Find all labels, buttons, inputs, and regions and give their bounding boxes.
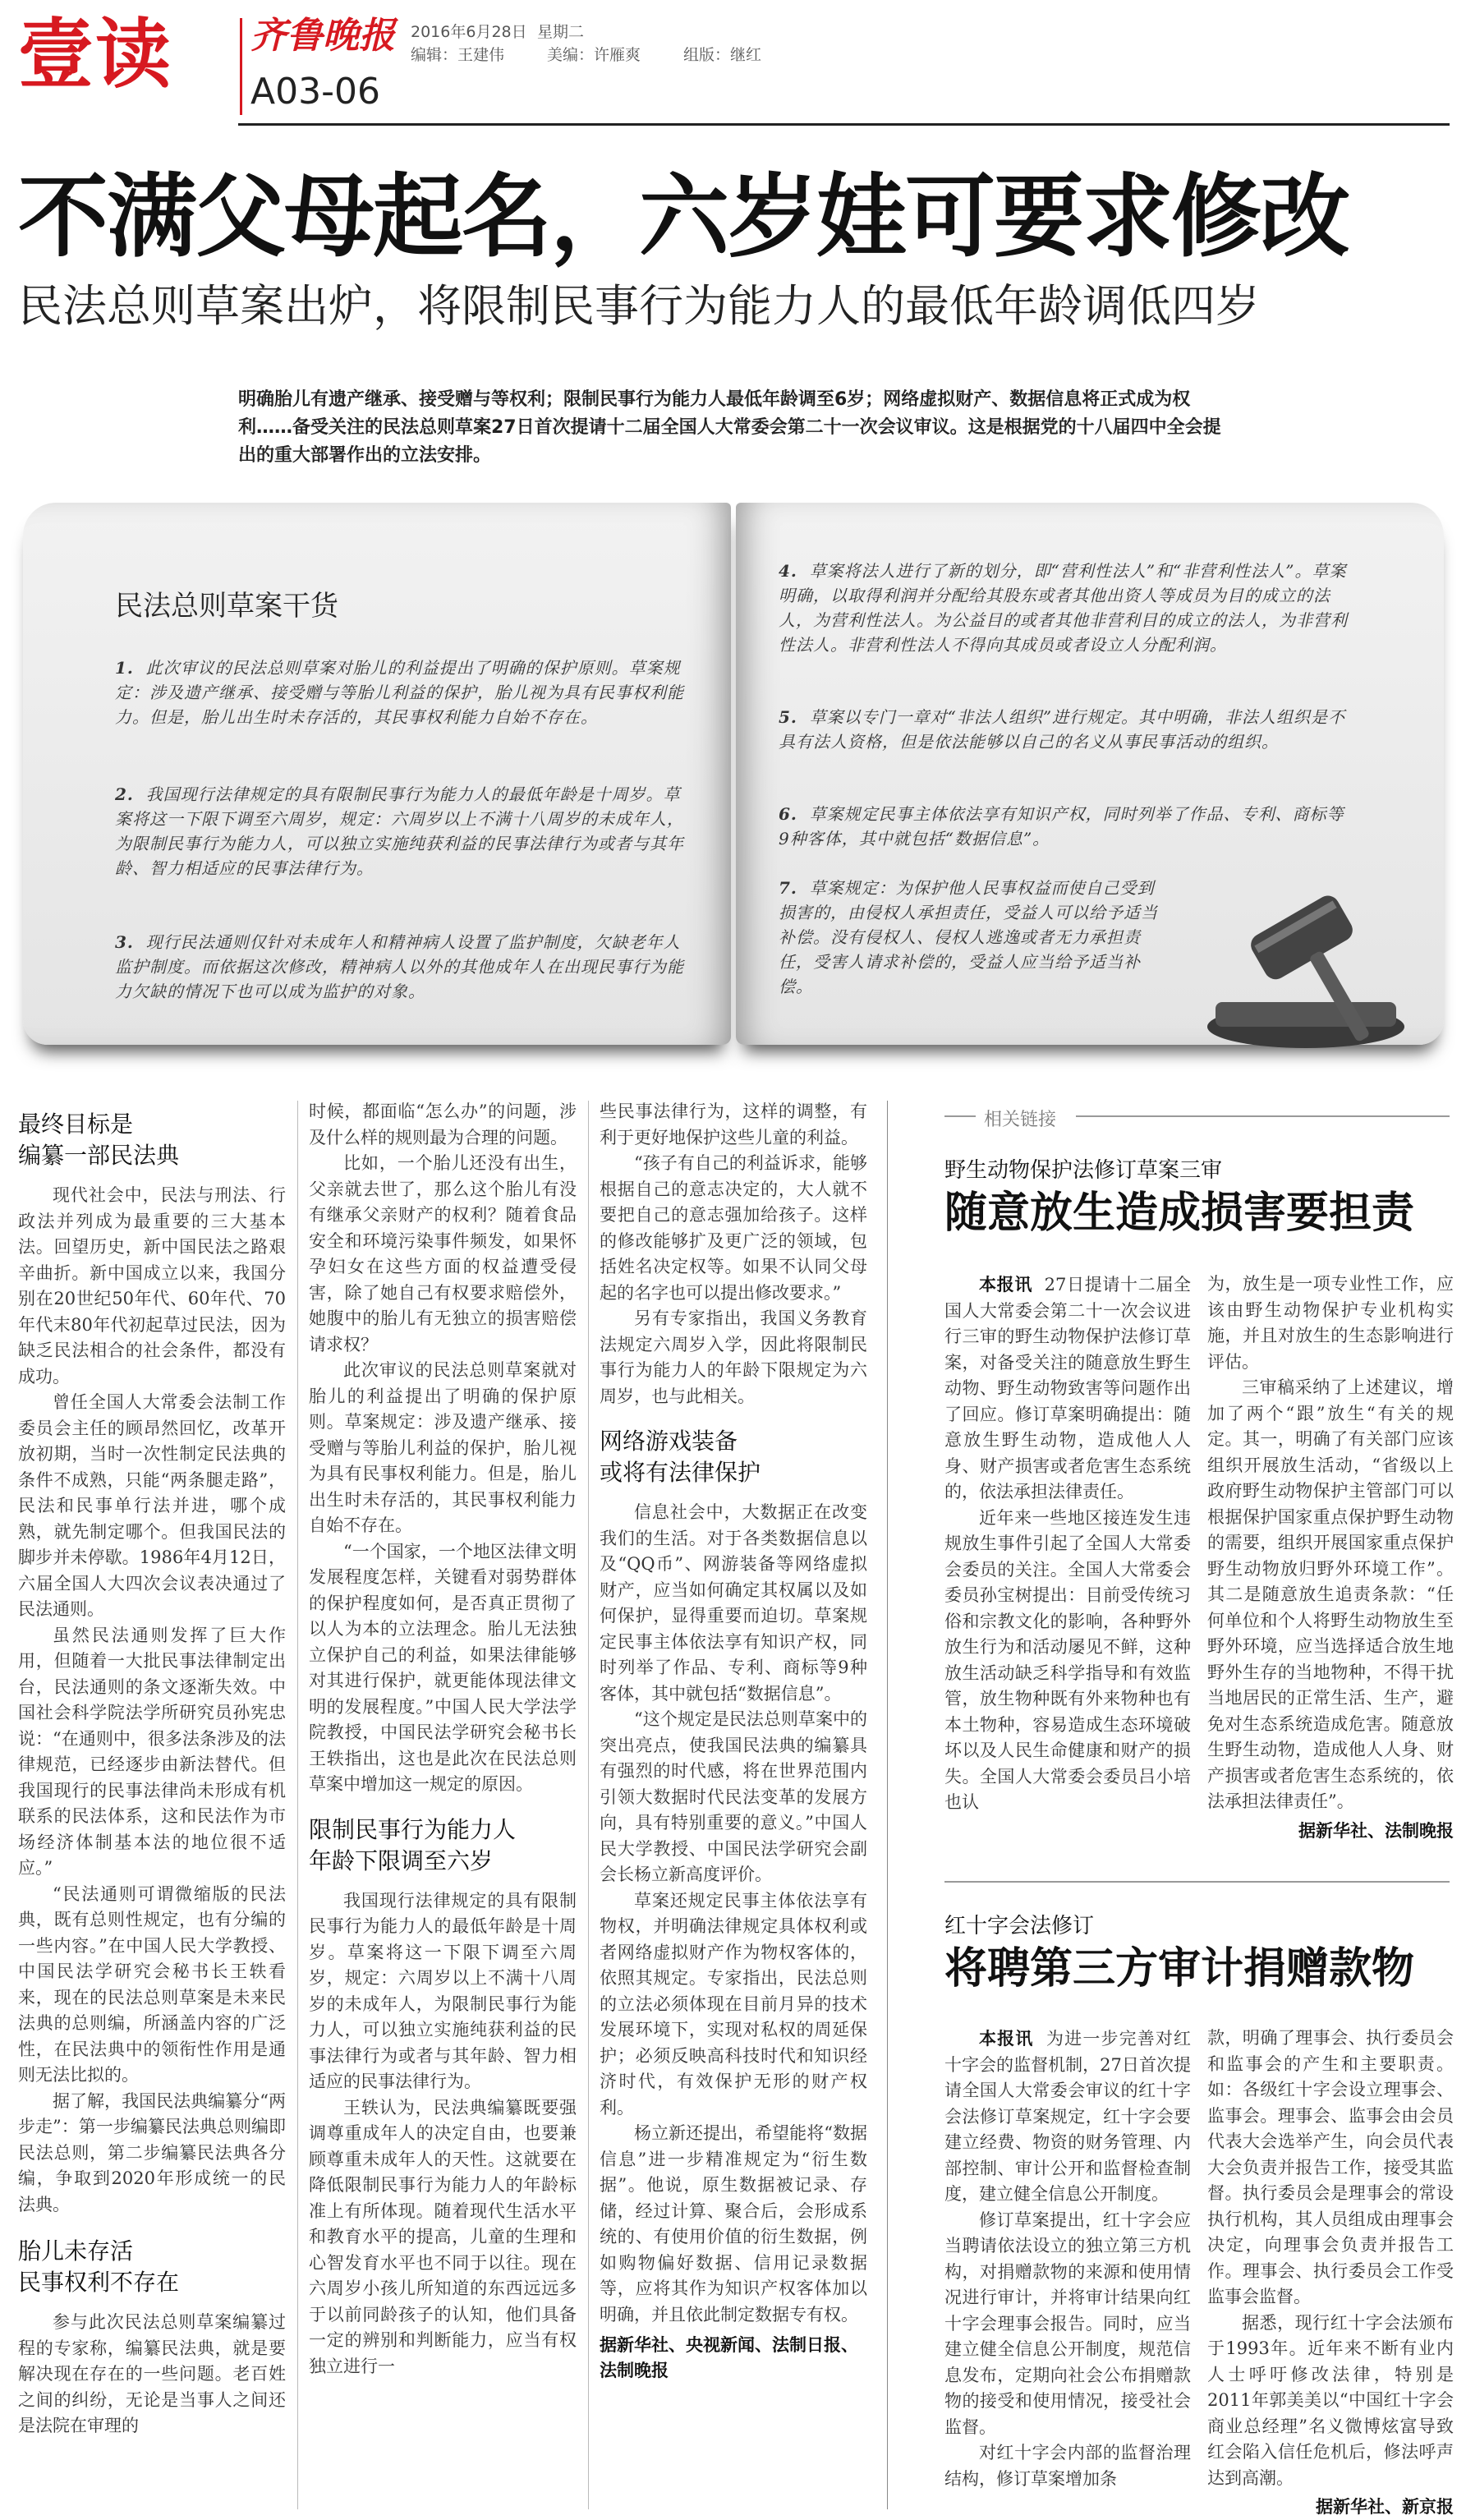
book-item-text: 此次审议的民法总则草案对胎儿的利益提出了明确的保护原则。草案规定：涉及遗产继承、接受赠与等胎儿利益的保护，胎儿视为具有民事权利能力。但是，胎儿出生时未存活的，其民事权利能力自始不存在。 bbox=[115, 658, 684, 727]
book-item-7 bbox=[779, 876, 1165, 999]
paragraph: “这个规定是民法总则草案中的突出亮点，使我国民法典的编纂具有强烈的时代感，将在世界范围内引领大数据时代民法变革的发展方向，具有特别重要的意义。”中国人民大学教授、中国民法学研究会副会长杨立新高度评价。 bbox=[600, 1709, 867, 1884]
label-rule bbox=[1076, 1115, 1450, 1117]
lead-word: 本报讯 bbox=[979, 2028, 1034, 2049]
paragraph: 我国现行法律规定的具有限制民事行为能力人的最低年龄是十周岁。草案将这一下限下调至六周岁，规定：六周岁以上不满十八周岁的未成年人，为限制民事行为能力人，可以独立实施纯获利益的民事法律行为或者与其年龄、智力相适应的民事法律行为。 bbox=[309, 1890, 577, 2091]
section-heading: 最终目标是 编纂一部民法典 bbox=[18, 1111, 180, 1169]
book-item-text: 草案规定民事主体依法享有知识产权，同时列举了作品、专利、商标等9种客体，其中就包括“数据信息”。 bbox=[779, 804, 1344, 848]
column-1 bbox=[18, 1109, 286, 2440]
book-item-1 bbox=[115, 655, 690, 729]
paragraph: 虽然民法通则发挥了巨大作用，但随着一大批民事法律制定出台，民法通则的条文逐渐失效。中国社会科学院法学所研究员孙宪忠说：“在通则中，很多法条涉及的法律规范，已经逐步由新法替代。但我国现行的民事法律尚未形成有机联系的民法体系，这和民法作为市场经济体制基本法的地位很不适应。” bbox=[18, 1625, 286, 1878]
book-item-text: 草案将法人进行了新的划分，即“营利性法人”和“非营利性法人”。草案明确，以取得利润并分配给其股东或者其他出资人等成员为目的成立的法人，为营利性法人。为公益目的或者其他非营利目的成立的法人，为非营利性法人。非营利性法人不得向其成员或者设立人分配利润。 bbox=[779, 561, 1348, 655]
book-title: 民法总则草案干货 bbox=[115, 590, 338, 623]
paragraph: 据了解，我国民法典编纂分“两步走”：第一步编纂民法典总则编即民法总则，第二步编纂民法典各分编，争取到2020年形成统一的民法典。 bbox=[18, 2090, 286, 2214]
paragraph: 27日提请十二届全国人大常委会第二十一次会议进行三审的野生动物保护法修订草案，对备受关注的随意放生野生动物、野生动物致害等问题作出了回应。修订草案明确提出：随意放生野生动物，造成他人人身、财产损害或者危害生态系统的，依法承担法律责任。 bbox=[944, 1275, 1191, 1501]
paragraph: 为，放生是一项专业性工作，应该由野生动物保护专业机构实施，并且对放生的生态影响进行评估。 bbox=[1207, 1274, 1454, 1372]
book-item-5 bbox=[779, 705, 1353, 754]
article-body bbox=[309, 1099, 577, 1798]
story-source: 据新华社、新京报 bbox=[1316, 2497, 1454, 2517]
gavel-icon bbox=[1183, 862, 1413, 1060]
story-separator bbox=[944, 1881, 1450, 1883]
paragraph: 三审稿采纳了上述建议，增加了两个“跟”放生“有关的规定。其一，明确了有关部门应该组织开展放生活动，“省级以上政府野生动物保护主管部门可以根据保护国家重点保护野生动物的需要，组织开展国家重点保护野生动物放归野外环境工作”。其二是随意放生追责条款：“任何单位和个人将野生动物放生至野外环境，应当选择适合放生地野外生存的当地物种，不得干扰当地居民的正常生活、生产，避免对生态系统造成危害。随意放生野生动物，造成他人人身、财产损害或者危害生态系统的，依法承担法律责任”。 bbox=[1207, 1377, 1454, 1811]
article-body bbox=[600, 1500, 867, 2328]
header-divider bbox=[240, 18, 242, 115]
book-item-text: 我国现行法律规定的具有限制民事行为能力人的最低年龄是十周岁。草案将这一下限下调至六周岁，规定：六周岁以上不满十八周岁的未成年人，为限制民事行为能力人，可以独立实施纯获利益的民事法律行为或者与其年龄、智力相适应的民事法律行为。 bbox=[115, 784, 684, 878]
label-rule bbox=[944, 1115, 976, 1117]
section-title: 壹读 bbox=[18, 11, 173, 99]
book-item-3 bbox=[115, 930, 690, 1004]
story-source: 据新华社、法制晚报 bbox=[1298, 1820, 1454, 1841]
paragraph: 为进一步完善对红十字会的监督机制，27日首次提请全国人大常委会审议的红十字会法修订草案规定，红十字会要建立经费、物资的财务管理、内部控制、审计公开和监督检查制度，建立健全信息公开制度。 bbox=[944, 2029, 1192, 2204]
paragraph: 杨立新还提出，希望能将“数据信息”进一步精准规定为“衍生数据”。他说，原生数据被记录、存储，经过计算、聚合后，会形成系统的、有使用价值的衍生数据，例如购物偏好数据、信用记录数据等，应将其作为知识产权客体加以明确，并且依此制定数据专有权。 bbox=[600, 2123, 867, 2325]
paragraph: “孩子有自己的利益诉求，能够根据自己的意志决定的，大人就不要把自己的意志强加给孩子。这样的修改能够扩及更广泛的领域，包括姓名决定权等。如果不认同父母起的名字也可以提出修改要求。” bbox=[600, 1153, 867, 1303]
book-item-2 bbox=[115, 782, 690, 881]
paragraph: 些民事法律行为，这样的调整，有利于更好地保护这些儿童的利益。 bbox=[600, 1101, 867, 1147]
paragraph: 近年来一些地区接连发生违规放生事件引起了全国人大常委会委员的关注。全国人大常委会委员孙宝树提出：目前受传统习俗和宗教文化的影响，各种野外放生行为和活动屡见不鲜，这种放生活动缺乏科学指导和有效监管，放生物种既有外来物种也有本土物种，容易造成生态环境破坏以及人民生命健康和财产的损失。全国人大常委会委员吕小培也认 bbox=[944, 1507, 1191, 1812]
book-item-number: 4. bbox=[779, 561, 797, 581]
paragraph: 现代社会中，民法与刑法、行政法并列成为最重要的三大基本法。回望历史，新中国民法之路艰辛曲折。新中国成立以来，我国分别在20世纪50年代、60年代、70年代末80年代初起草过民法，因为缺乏民法相合的社会条件，都没有成功。 bbox=[18, 1185, 286, 1386]
story-headline: 将聘第三方审计捐赠款物 bbox=[944, 1944, 1415, 1993]
paragraph: “民法通则可谓微缩版的民法典，既有总则性规定，也有分编的一些内容。”在中国人民大学教授、中国民法学研究会秘书长王轶看来，现在的民法总则草案是未来民法典的总则编，所涵盖内容的广泛性，在民法典中的领衔性作用是通则无法比拟的。 bbox=[18, 1883, 286, 2085]
story-kicker: 野生动物保护法修订草案三审 bbox=[944, 1158, 1223, 1183]
paragraph: 对红十字会内部的监督治理结构，修订草案增加条 bbox=[944, 2443, 1191, 2489]
lead-paragraph: 明确胎儿有遗产继承、接受赠与等权利；限制民事行为能力人最低年龄调至6岁；网络虚拟财产、数据信息将正式成为权利……备受关注的民法总则草案27日首次提请十二届全国人大常委会第二十一次会议审议。这是根据党的十八届四中全会提出的重大部署作出的立法安排。 bbox=[238, 389, 1221, 466]
headline: 不满父母起名，六岁娃可要求修改 bbox=[18, 164, 1349, 269]
editor-credit: 编辑：王建伟 bbox=[411, 46, 505, 64]
book-item-6 bbox=[779, 802, 1353, 851]
article-body bbox=[18, 1183, 286, 2218]
paragraph: 参与此次民法总则草案编纂过程的专家称，编纂民法典，就是要解决现在存在的一些问题。老百姓之间的纠纷，无论是当事人之间还是法院在审理的 bbox=[18, 2312, 286, 2435]
book-item-4 bbox=[779, 559, 1353, 657]
sidebar-divider bbox=[887, 1101, 888, 2509]
column-divider bbox=[588, 1101, 589, 2509]
book-item-number: 3. bbox=[115, 932, 134, 952]
story-kicker: 红十字会法修订 bbox=[944, 1914, 1095, 1938]
column-divider bbox=[297, 1101, 298, 2509]
book-item-number: 1. bbox=[115, 658, 134, 678]
paragraph: 信息社会中，大数据正在改变我们的生活。对于各类数据信息以及“QQ币”、网游装备等网络虚拟财产，应当如何确定其权属以及如何保护，显得重要而迫切。草案规定民事主体依法享有知识产权，同时列举了作品、专利、商标等9种客体，其中就包括“数据信息”。 bbox=[600, 1502, 867, 1704]
proof-credit: 组版：继红 bbox=[683, 46, 762, 64]
column-3 bbox=[600, 1099, 867, 2384]
page-number: A03-06 bbox=[250, 71, 380, 113]
paragraph: 款，明确了理事会、执行委员会和监事会的产生和主要职责。如：各级红十字会设立理事会、监事会。理事会、监事会由会员代表大会选举产生，向会员代表大会负责并报告工作，接受其监督。执行委员会是理事会的常设执行机构，其人员组成由理事会决定，向理事会负责并报告工作。理事会、执行委员会工作受监事会监督。 bbox=[1207, 2028, 1454, 2306]
paragraph: 草案还规定民事主体依法享有物权，并明确法律规定具体权利或者网络虚拟财产作为物权客体的，依照其规定。专家指出，民法总则的立法必须体现在目前月异的技术发展环境下，实现对私权的周延保护；必须反映高科技时代和知识经济时代，有效保护无形的财产权利。 bbox=[600, 1890, 867, 2118]
paragraph: 比如，一个胎儿还没有出生，父亲就去世了，那么这个胎儿有没有继承父亲财产的权利？随着食品安全和环境污染事件频发，如果怀孕妇女在这些方面的权益遭受侵害，除了她自己有权要求赔偿外，她腹中的胎儿有无独立的损害赔偿请求权？ bbox=[309, 1153, 577, 1354]
book-item-number: 7. bbox=[779, 878, 797, 898]
book-item-text: 草案规定：为保护他人民事权益而使自己受到损害的，由侵权人承担责任，受益人可以给予适当补偿。没有侵权人、侵权人逃逸或者无力承担责任，受害人请求补偿的，受益人应当给予适当补偿。 bbox=[779, 878, 1158, 996]
issue-weekday: 星期二 bbox=[537, 23, 585, 41]
column-2 bbox=[309, 1099, 577, 2380]
story-2-right bbox=[1207, 2026, 1454, 2520]
story-1-left bbox=[944, 1271, 1191, 1816]
designer-credit: 美编：许雁爽 bbox=[547, 46, 641, 64]
section-heading: 限制民事行为能力人 年龄下限调至六岁 bbox=[309, 1815, 517, 1874]
issue-date: 2016年6月28日 bbox=[411, 23, 527, 41]
subheadline: 民法总则草案出炉，将限制民事行为能力人的最低年龄调低四岁 bbox=[18, 280, 1260, 332]
header-rule bbox=[238, 123, 1450, 126]
paragraph: 另有专家指出，我国义务教育法规定六周岁入学，因此将限制民事行为能力人的年龄下限规定为六周岁，也与此相关。 bbox=[600, 1308, 867, 1406]
lead-word: 本报讯 bbox=[979, 1274, 1032, 1294]
related-links-label: 相关链接 bbox=[984, 1110, 1057, 1130]
paragraph: 修订草案提出，红十字会应当聘请依法设立的独立第三方机构，对捐赠款物的来源和使用情况进行审计，并将审计结果向红十字会理事会报告。同时，应当建立健全信息公开制度，规范信息发布，定期向社会公布捐赠款物的接受和使用情况，接受社会监督。 bbox=[944, 2210, 1191, 2437]
article-body bbox=[309, 1888, 577, 2380]
paragraph: 此次审议的民法总则草案就对胎儿的利益提出了明确的保护原则。草案规定：涉及遗产继承、接受赠与等胎儿利益的保护，胎儿视为具有民事权利能力。但是，胎儿出生时未存活的，其民事权利能力自始不存在。 bbox=[309, 1360, 577, 1535]
book-item-number: 6. bbox=[779, 804, 797, 824]
article-body bbox=[18, 2310, 286, 2440]
article-source: 据新华社、央视新闻、法制日报、法制晚报 bbox=[600, 2335, 858, 2380]
book-item-number: 5. bbox=[779, 707, 797, 727]
article-body bbox=[600, 1099, 867, 1409]
story-headline: 随意放生造成损害要担责 bbox=[944, 1189, 1415, 1238]
story-2-left bbox=[944, 2026, 1191, 2492]
paragraph: 曾任全国人大常委会法制工作委员会主任的顾昂然回忆，改革开放初期，当时一次性制定民法典的条件不成熟，只能“两条腿走路”，民法和民事单行法并进，哪个成熟，就先制定哪个。但我国民法的脚步并未停歇。1986年4月12日，六届全国人大四次会议表决通过了民法通则。 bbox=[18, 1392, 286, 1619]
book-item-text: 现行民法通则仅针对未成年人和精神病人设置了监护制度，欠缺老年人监护制度。而依据这次修改，精神病人以外的其他成年人在出现民事行为能力欠缺的情况下也可以成为监护的对象。 bbox=[115, 932, 684, 1001]
newspaper-logo: 齐鲁晚报 bbox=[250, 15, 395, 57]
paragraph: 王轶认为，民法典编纂既要强调尊重成年人的决定自由，也要兼顾尊重未成年人的天性。这就要在降低限制民事行为能力人的年龄标准上有所体现。随着现代生活水平和教育水平的提高，儿童的生理和心智发育水平也不同于以往。现在六周岁小孩儿所知道的东西远远多于以前同龄孩子的认知，他们具备一定的辨别和判断能力，应当有权独立进行一 bbox=[309, 2097, 577, 2376]
paragraph: 据悉，现行红十字会法颁布于1993年。近年来不断有业内人士呼吁修改法律，特别是2011年郭美美以“中国红十字会商业总经理”名义微博炫富导致红会陷入信任危机后，修法呼声达到高潮。 bbox=[1207, 2312, 1454, 2488]
section-heading: 网络游戏装备 或将有法律保护 bbox=[600, 1428, 761, 1486]
paragraph: 时候，都面临“怎么办”的问题，涉及什么样的规则最为合理的问题。 bbox=[309, 1101, 577, 1147]
story-1-right bbox=[1207, 1271, 1454, 1844]
paragraph: “一个国家，一个地区法律文明发展程度怎样，关键看对弱势群体的保护程度如何，是否真正贯彻了以人为本的立法理念。胎儿无法独立保护自己的利益，如果法律能够对其进行保护，就更能体现法律文明的发展程度。”中国人民大学法学院教授，中国民法学研究会秘书长王轶指出，这也是此次在民法总则草案中增加这一规定的原因。 bbox=[309, 1541, 577, 1794]
section-heading: 胎儿未存活 民事权利不存在 bbox=[18, 2237, 180, 2296]
book-item-number: 2. bbox=[115, 784, 134, 804]
book-item-text: 草案以专门一章对“非法人组织”进行规定。其中明确，非法人组织是不具有法人资格，但是依法能够以自己的名义从事民事活动的组织。 bbox=[779, 707, 1346, 752]
